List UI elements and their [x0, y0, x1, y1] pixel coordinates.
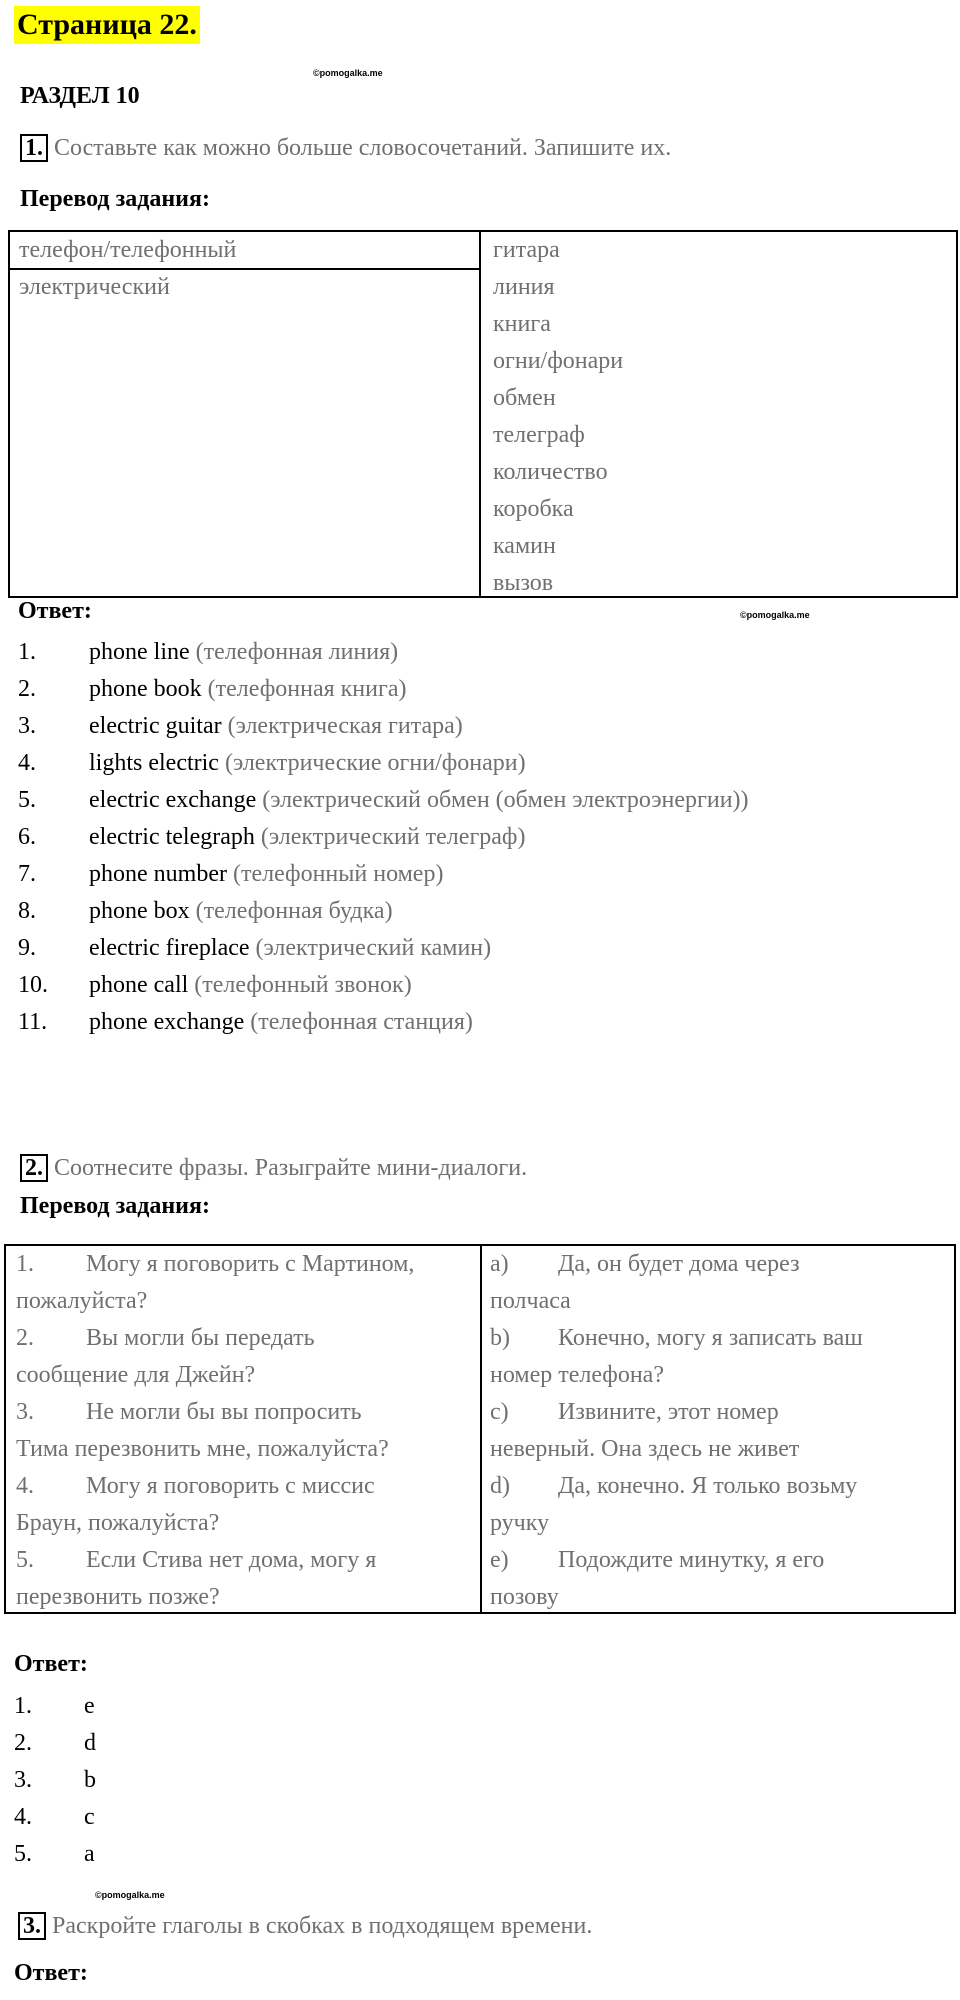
watermark: ©pomogalka.me	[313, 68, 383, 78]
table-right-cell: камин	[493, 533, 556, 559]
list-item	[18, 671, 918, 708]
dialog-line1: Конечно, могу я записать ваш	[558, 1325, 863, 1351]
dialog-line1: Вы могли бы передать	[86, 1325, 315, 1351]
dialog-line2: Браун, пожалуйста?	[16, 1510, 220, 1536]
task1-table	[8, 230, 958, 598]
section-heading: РАЗДЕЛ 10	[20, 83, 140, 109]
item-russian: (телефонная линия)	[189, 639, 399, 665]
table-divider	[480, 1246, 482, 1612]
item-english: phone box	[89, 898, 190, 924]
table-divider	[479, 232, 481, 596]
dialog-line2: позову	[490, 1584, 559, 1610]
item-russian: (телефонная книга)	[201, 676, 407, 702]
dialog-line1: Если Стива нет дома, могу я	[86, 1547, 377, 1573]
list-item	[14, 1762, 214, 1799]
dialog-line2: номер телефона?	[490, 1362, 664, 1388]
dialog-letter: b)	[490, 1325, 510, 1351]
list-item	[14, 1688, 214, 1725]
item-number: 6.	[18, 824, 36, 850]
item-number: 9.	[18, 935, 36, 961]
list-item	[14, 1836, 214, 1873]
dialog-item	[490, 1542, 950, 1579]
dialog-letter: c)	[490, 1399, 509, 1425]
dialog-number: 2.	[16, 1325, 34, 1351]
task3-answer-label: Ответ:	[14, 1960, 88, 1986]
item-english: phone exchange	[89, 1009, 245, 1035]
page-title: Страница 22.	[14, 6, 200, 44]
item-russian: (телефонный номер)	[226, 861, 444, 887]
item-english: phone number	[89, 861, 227, 887]
dialog-line1: Да, конечно. Я только возьму	[558, 1473, 858, 1499]
table-right-cell: вызов	[493, 570, 554, 596]
dialog-item	[490, 1468, 950, 1505]
item-russian: (электрический телеграф)	[254, 824, 526, 850]
table-right-column	[493, 232, 623, 602]
dialog-item	[16, 1394, 476, 1431]
task2-answer-list	[14, 1688, 214, 1873]
watermark: ©pomogalka.me	[95, 1890, 165, 1900]
dialog-line1: Извините, этот номер	[558, 1399, 779, 1425]
list-item	[18, 782, 918, 819]
list-item	[14, 1725, 214, 1762]
task1-answer-list	[18, 634, 918, 1041]
item-english: electric fireplace	[89, 935, 250, 961]
item-english: phone call	[89, 972, 189, 998]
item-english: phone line	[89, 639, 190, 665]
item-number: 4.	[18, 750, 36, 776]
task3-instruction: Раскройте глаголы в скобках в подходящем времени.	[52, 1913, 593, 1939]
dialog-number: 3.	[16, 1399, 34, 1425]
task1-number: 1.	[20, 134, 48, 162]
list-item	[18, 745, 918, 782]
item-number: 5.	[18, 787, 36, 813]
item-number: 2.	[18, 676, 36, 702]
dialog-item	[16, 1542, 476, 1579]
dialog-line2: сообщение для Джейн?	[16, 1362, 256, 1388]
item-number: 1.	[18, 639, 36, 665]
item-value: e	[84, 1693, 95, 1719]
task2-right-column	[490, 1246, 950, 1616]
dialog-letter: a)	[490, 1251, 509, 1277]
table-right-cell: гитара	[493, 237, 560, 263]
dialog-number: 1.	[16, 1251, 34, 1277]
list-item	[18, 893, 918, 930]
dialog-item	[490, 1394, 950, 1431]
table-right-cell: книга	[493, 311, 551, 337]
item-russian: (телефонная станция)	[244, 1009, 473, 1035]
item-russian: (электрический обмен (обмен электроэнергии))	[256, 787, 749, 813]
table-right-cell: обмен	[493, 385, 556, 411]
dialog-item	[490, 1246, 950, 1283]
dialog-line1: Да, он будет дома через	[558, 1251, 800, 1277]
dialog-item	[16, 1468, 476, 1505]
item-number: 4.	[14, 1804, 32, 1830]
dialog-line2: полчаса	[490, 1288, 571, 1314]
dialog-line2: неверный. Она здесь не живет	[490, 1436, 800, 1462]
dialog-line2: ручку	[490, 1510, 550, 1536]
dialog-letter: d)	[490, 1473, 510, 1499]
dialog-line1: Подождите минутку, я его	[558, 1547, 825, 1573]
task2-instruction-line	[20, 1154, 527, 1182]
item-number: 11.	[18, 1009, 48, 1035]
dialog-letter: e)	[490, 1547, 509, 1573]
table-right-cell: коробка	[493, 496, 574, 522]
item-number: 7.	[18, 861, 36, 887]
task2-answer-label: Ответ:	[14, 1651, 88, 1677]
dialog-line1: Могу я поговорить с Мартином,	[86, 1251, 415, 1277]
task2-instruction: Соотнесите фразы. Разыграйте мини-диалоги.	[54, 1155, 528, 1181]
dialog-number: 5.	[16, 1547, 34, 1573]
task2-left-column	[16, 1246, 476, 1616]
dialog-line1: Не могли бы вы попросить	[86, 1399, 362, 1425]
list-item	[14, 1799, 214, 1836]
item-english: electric guitar	[89, 713, 222, 739]
dialog-number: 4.	[16, 1473, 34, 1499]
task1-answer-label: Ответ:	[18, 598, 92, 624]
dialog-item	[16, 1246, 476, 1283]
item-number: 5.	[14, 1841, 32, 1867]
item-number: 3.	[18, 713, 36, 739]
table-right-cell: телеграф	[493, 422, 585, 448]
item-russian: (телефонный звонок)	[188, 972, 412, 998]
task1-instruction: Составьте как можно больше словосочетаний. Запишите их.	[54, 135, 672, 161]
task2-table	[4, 1244, 956, 1614]
list-item	[18, 708, 918, 745]
task1-instruction-line	[20, 134, 671, 162]
list-item	[18, 819, 918, 856]
item-number: 3.	[14, 1767, 32, 1793]
item-value: a	[84, 1841, 95, 1867]
list-item	[18, 930, 918, 967]
task2-translation-label: Перевод задания:	[20, 1193, 210, 1219]
watermark: ©pomogalka.me	[740, 610, 810, 620]
item-english: electric exchange	[89, 787, 257, 813]
item-number: 1.	[14, 1693, 32, 1719]
item-value: d	[84, 1730, 96, 1756]
item-russian: (электрические огни/фонари)	[218, 750, 526, 776]
dialog-line2: Тима перезвонить мне, пожалуйста?	[16, 1436, 389, 1462]
task2-number: 2.	[20, 1154, 48, 1182]
item-value: c	[84, 1804, 95, 1830]
item-russian: (электрический камин)	[249, 935, 492, 961]
item-number: 10.	[18, 972, 48, 998]
dialog-line1: Могу я поговорить с миссис	[86, 1473, 375, 1499]
table-left-cell: электрический	[19, 274, 170, 300]
list-item	[18, 634, 918, 671]
table-left-cell: телефон/телефонный	[19, 237, 237, 263]
item-english: electric telegraph	[89, 824, 255, 850]
item-english: phone book	[89, 676, 202, 702]
item-number: 8.	[18, 898, 36, 924]
list-item	[18, 1004, 918, 1041]
dialog-line2: перезвонить позже?	[16, 1584, 220, 1610]
item-russian: (электрическая гитара)	[221, 713, 463, 739]
item-value: b	[84, 1767, 96, 1793]
dialog-line2: пожалуйста?	[16, 1288, 148, 1314]
item-russian: (телефонная будка)	[189, 898, 393, 924]
table-right-cell: количество	[493, 459, 608, 485]
task3-instruction-line	[18, 1912, 592, 1940]
list-item	[18, 856, 918, 893]
dialog-item	[16, 1320, 476, 1357]
task3-number: 3.	[18, 1912, 46, 1940]
task1-translation-label: Перевод задания:	[20, 186, 210, 212]
item-english: lights electric	[89, 750, 219, 776]
list-item	[18, 967, 918, 1004]
table-right-cell: огни/фонари	[493, 348, 624, 374]
dialog-item	[490, 1320, 950, 1357]
table-right-cell: линия	[493, 274, 555, 300]
item-number: 2.	[14, 1730, 32, 1756]
